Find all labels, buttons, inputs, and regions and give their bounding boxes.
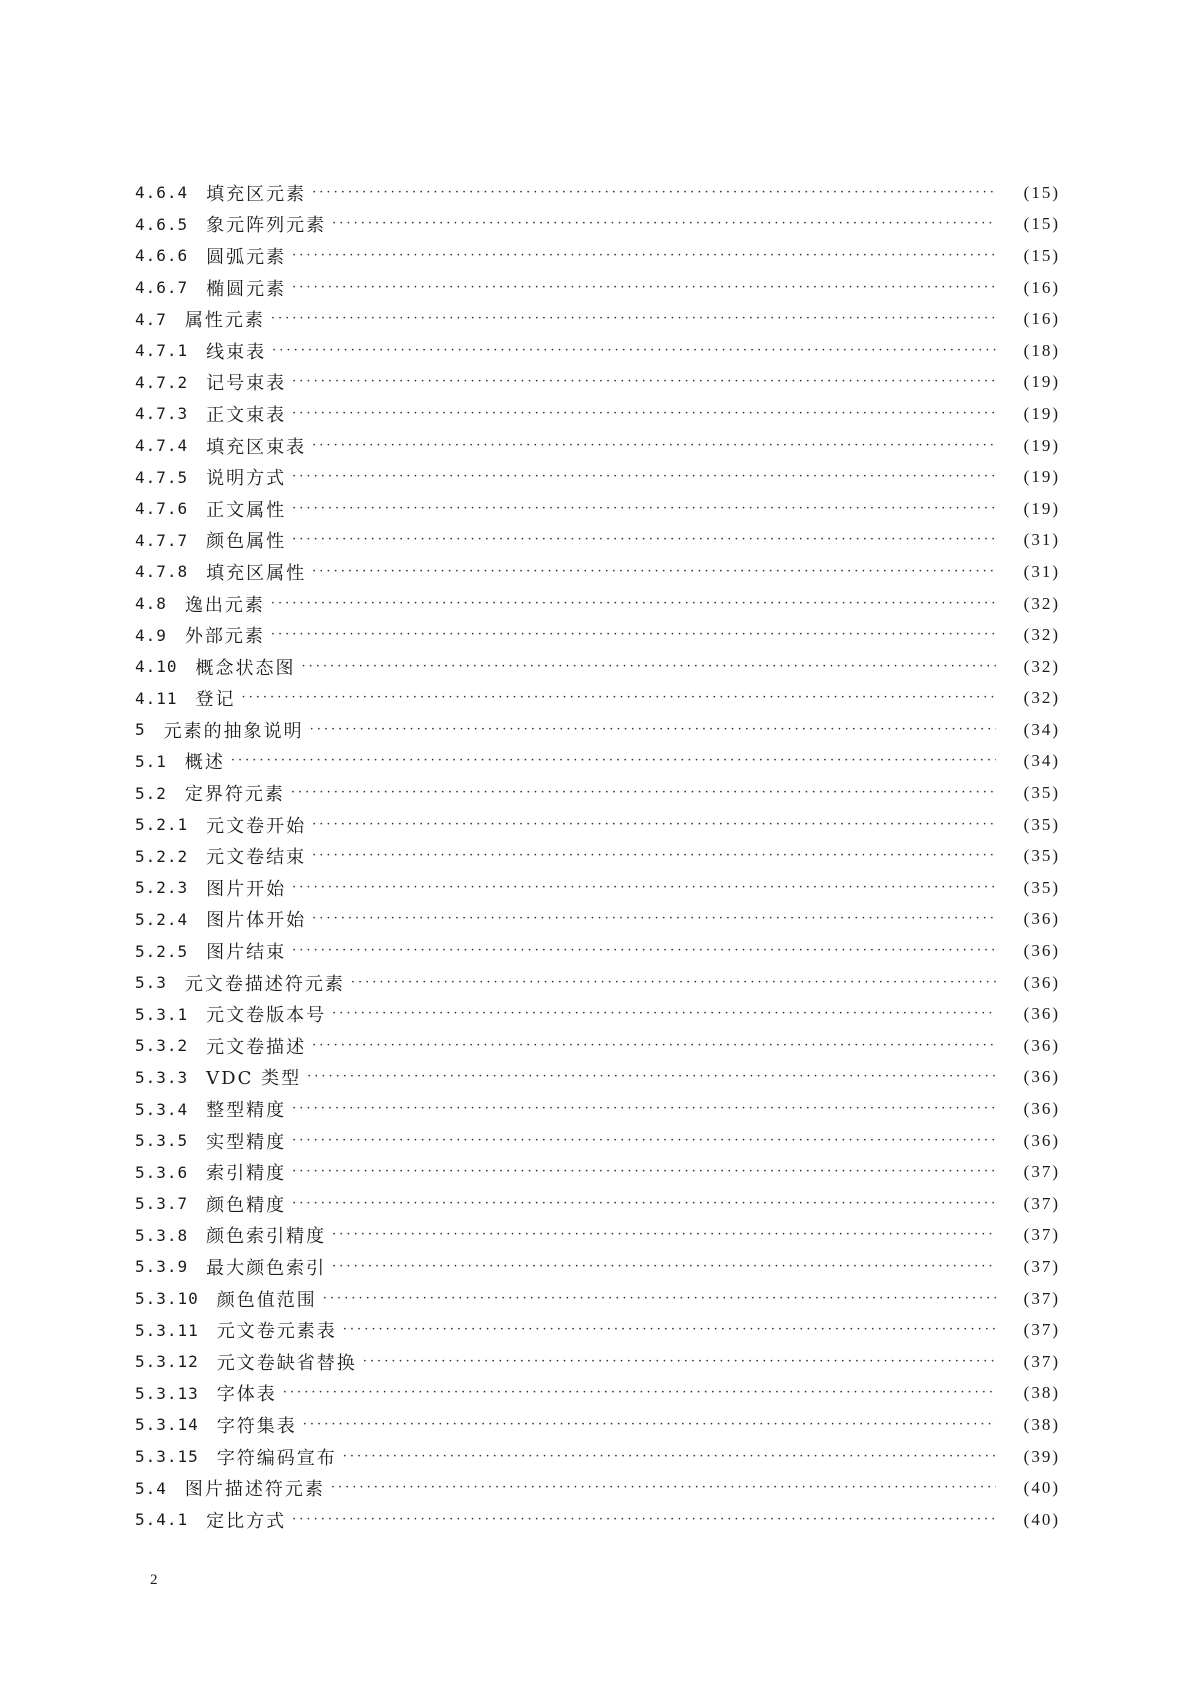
toc-entry-number: 5 <box>135 720 146 740</box>
toc-entry-page: (37) <box>1023 1288 1060 1308</box>
toc-entry-page: (35) <box>1023 846 1060 866</box>
toc-entry-number: 5.3.1 <box>135 1004 189 1024</box>
toc-entry-page: (40) <box>1023 1509 1060 1529</box>
toc-leader-dots <box>343 1447 996 1467</box>
toc-entry-page: (36) <box>1023 909 1060 929</box>
toc-entry <box>135 714 1060 746</box>
toc-entry-number: 5.3.9 <box>135 1257 189 1277</box>
toc-entry <box>135 367 1060 399</box>
toc-leader-dots <box>271 594 996 614</box>
toc-entry-page: (15) <box>1023 245 1060 265</box>
toc-leader-dots <box>332 1004 996 1024</box>
toc-entry-title: 元文卷开始 <box>206 815 307 837</box>
toc-entry-page: (34) <box>1023 719 1060 739</box>
toc-entry-number: 4.6.4 <box>135 183 189 203</box>
toc-leader-dots <box>312 815 996 835</box>
toc-entry-title: 颜色属性 <box>206 531 287 553</box>
toc-entry-number: 5.3.8 <box>135 1225 189 1245</box>
toc-entry-title: 整型精度 <box>206 1100 287 1122</box>
toc-entry <box>135 746 1060 778</box>
toc-leader-dots <box>332 214 996 234</box>
toc-leader-dots <box>332 1225 996 1245</box>
toc-entry-page: (37) <box>1023 1162 1060 1182</box>
toc-entry-number: 4.7.5 <box>135 467 189 487</box>
toc-entry-page: (37) <box>1023 1351 1060 1371</box>
toc-entry-page: (19) <box>1023 467 1060 487</box>
toc-leader-dots <box>312 183 996 203</box>
toc-entry-page: (31) <box>1023 530 1060 550</box>
toc-entry-page: (38) <box>1023 1414 1060 1434</box>
toc-entry-title: 象元阵列元素 <box>206 215 327 237</box>
toc-entry-number: 4.7.8 <box>135 562 189 582</box>
toc-leader-dots <box>292 499 996 519</box>
page-number: 2 <box>150 1572 158 1588</box>
toc-entry-number: 5.4.1 <box>135 1510 189 1530</box>
toc-entry-page: (16) <box>1023 277 1060 297</box>
table-of-contents <box>135 177 1060 1536</box>
toc-entry <box>135 1378 1060 1410</box>
toc-entry-title: 说明方式 <box>206 468 287 490</box>
toc-entry-page: (35) <box>1023 783 1060 803</box>
toc-leader-dots <box>310 720 996 740</box>
toc-leader-dots <box>292 530 996 550</box>
toc-entry-number: 4.6.7 <box>135 278 189 298</box>
toc-entry-page: (36) <box>1023 1004 1060 1024</box>
toc-entry-title: 最大颜色索引 <box>206 1257 327 1279</box>
toc-entry <box>135 1093 1060 1125</box>
toc-entry-number: 5.2 <box>135 783 167 803</box>
toc-entry-title: 实型精度 <box>206 1131 287 1153</box>
toc-entry-title: 正文属性 <box>206 499 287 521</box>
toc-entry-page: (37) <box>1023 1256 1060 1276</box>
toc-entry-title: 字体表 <box>216 1384 277 1406</box>
toc-entry <box>135 872 1060 904</box>
toc-entry <box>135 1346 1060 1378</box>
toc-entry-page: (32) <box>1023 656 1060 676</box>
toc-leader-dots <box>271 625 996 645</box>
toc-entry-page: (19) <box>1023 435 1060 455</box>
toc-entry-page: (34) <box>1023 751 1060 771</box>
toc-leader-dots <box>343 1320 996 1340</box>
toc-entry <box>135 556 1060 588</box>
toc-entry <box>135 1030 1060 1062</box>
toc-entry-number: 4.7.6 <box>135 499 189 519</box>
toc-leader-dots <box>292 246 996 266</box>
toc-leader-dots <box>312 562 996 582</box>
toc-entry-page: (16) <box>1023 309 1060 329</box>
toc-entry <box>135 651 1060 683</box>
toc-leader-dots <box>292 1099 996 1119</box>
toc-leader-dots <box>303 1415 996 1435</box>
toc-entry-number: 4.7.2 <box>135 372 189 392</box>
toc-entry-title: 填充区束表 <box>206 436 307 458</box>
toc-leader-dots <box>351 973 996 993</box>
toc-entry <box>135 1314 1060 1346</box>
toc-entry-number: 5.3.3 <box>135 1067 189 1087</box>
toc-leader-dots <box>292 1194 996 1214</box>
toc-entry-title: 元文卷描述 <box>206 1036 307 1058</box>
toc-leader-dots <box>271 309 996 329</box>
toc-entry-title: 颜色值范围 <box>216 1289 317 1311</box>
toc-entry <box>135 430 1060 462</box>
toc-leader-dots <box>231 751 996 771</box>
toc-entry-title: 填充区元素 <box>206 183 307 205</box>
toc-leader-dots <box>312 909 996 929</box>
toc-leader-dots <box>292 1162 996 1182</box>
toc-entry <box>135 619 1060 651</box>
toc-entry-number: 5.2.1 <box>135 815 189 835</box>
toc-entry-title: 图片描述符元素 <box>184 1479 325 1501</box>
toc-entry-number: 4.7.1 <box>135 341 189 361</box>
toc-entry-number: 5.3.4 <box>135 1099 189 1119</box>
toc-entry-page: (31) <box>1023 561 1060 581</box>
toc-entry-page: (19) <box>1023 498 1060 518</box>
toc-entry-title: 元文卷描述符元素 <box>184 973 345 995</box>
toc-entry-number: 5.2.3 <box>135 878 189 898</box>
toc-entry-page: (36) <box>1023 1099 1060 1119</box>
toc-entry-title: 登记 <box>195 689 236 711</box>
toc-entry-page: (32) <box>1023 625 1060 645</box>
toc-entry-number: 5.3.15 <box>135 1447 199 1467</box>
toc-entry <box>135 777 1060 809</box>
toc-entry <box>135 1188 1060 1220</box>
toc-leader-dots <box>312 846 996 866</box>
toc-entry-title: 逸出元素 <box>184 594 265 616</box>
toc-entry-number: 5.4 <box>135 1478 167 1498</box>
toc-entry-number: 4.7.7 <box>135 530 189 550</box>
toc-entry <box>135 1062 1060 1094</box>
toc-leader-dots <box>331 1478 996 1498</box>
toc-entry-page: (39) <box>1023 1446 1060 1466</box>
toc-leader-dots <box>292 372 996 392</box>
toc-leader-dots <box>302 657 996 677</box>
toc-entry-title: 索引精度 <box>206 1163 287 1185</box>
toc-leader-dots <box>363 1352 996 1372</box>
toc-entry <box>135 904 1060 936</box>
toc-entry-page: (19) <box>1023 403 1060 423</box>
toc-entry <box>135 967 1060 999</box>
toc-entry-page: (36) <box>1023 972 1060 992</box>
toc-entry <box>135 398 1060 430</box>
toc-leader-dots <box>323 1289 996 1309</box>
toc-entry-number: 4.8 <box>135 594 167 614</box>
toc-entry-title: 外部元素 <box>184 626 265 648</box>
toc-entry-page: (32) <box>1023 593 1060 613</box>
toc-entry-page: (37) <box>1023 1320 1060 1340</box>
toc-entry-page: (36) <box>1023 1130 1060 1150</box>
toc-entry-title: 定比方式 <box>206 1510 287 1532</box>
toc-entry-page: (15) <box>1023 214 1060 234</box>
toc-leader-dots <box>292 1131 996 1151</box>
toc-entry-title: 图片体开始 <box>206 910 307 932</box>
toc-entry-number: 4.7.4 <box>135 436 189 456</box>
toc-entry-number: 4.7 <box>135 309 167 329</box>
toc-leader-dots <box>272 341 996 361</box>
toc-entry <box>135 240 1060 272</box>
toc-entry <box>135 525 1060 557</box>
toc-entry-page: (19) <box>1023 372 1060 392</box>
toc-entry-number: 4.10 <box>135 657 178 677</box>
toc-entry-number: 5.3.12 <box>135 1352 199 1372</box>
toc-entry-title: 线束表 <box>206 341 267 363</box>
toc-entry-number: 4.6.5 <box>135 214 189 234</box>
toc-entry-title: 元文卷结束 <box>206 847 307 869</box>
toc-entry-title: 元素的抽象说明 <box>163 720 304 742</box>
toc-entry-page: (36) <box>1023 941 1060 961</box>
toc-entry-page: (37) <box>1023 1225 1060 1245</box>
toc-entry-number: 5.3.7 <box>135 1194 189 1214</box>
toc-entry-number: 4.11 <box>135 688 178 708</box>
toc-entry <box>135 303 1060 335</box>
toc-entry-title: 填充区属性 <box>206 562 307 584</box>
toc-entry-page: (37) <box>1023 1193 1060 1213</box>
toc-entry-title: VDC 类型 <box>206 1068 302 1090</box>
toc-entry <box>135 209 1060 241</box>
toc-leader-dots <box>292 404 996 424</box>
toc-entry-title: 定界符元素 <box>184 784 285 806</box>
toc-leader-dots <box>292 878 996 898</box>
toc-entry-number: 5.3 <box>135 973 167 993</box>
toc-entry <box>135 588 1060 620</box>
toc-entry-title: 正文束表 <box>206 404 287 426</box>
toc-leader-dots <box>307 1067 996 1087</box>
toc-leader-dots <box>312 436 996 456</box>
toc-entry <box>135 1441 1060 1473</box>
toc-entry <box>135 683 1060 715</box>
toc-entry <box>135 335 1060 367</box>
toc-entry-title: 颜色索引精度 <box>206 1226 327 1248</box>
toc-entry-page: (40) <box>1023 1478 1060 1498</box>
toc-entry-number: 5.3.11 <box>135 1320 199 1340</box>
toc-leader-dots <box>283 1383 996 1403</box>
toc-entry-title: 元文卷元素表 <box>216 1321 337 1343</box>
toc-entry <box>135 840 1060 872</box>
toc-entry-number: 4.9 <box>135 625 167 645</box>
toc-entry <box>135 1472 1060 1504</box>
toc-entry-page: (18) <box>1023 340 1060 360</box>
toc-leader-dots <box>291 783 996 803</box>
toc-entry-title: 元文卷版本号 <box>206 1005 327 1027</box>
toc-entry-title: 概念状态图 <box>195 657 296 679</box>
toc-entry-number: 4.7.3 <box>135 404 189 424</box>
toc-entry <box>135 809 1060 841</box>
toc-entry-page: (35) <box>1023 814 1060 834</box>
toc-entry-title: 椭圆元素 <box>206 278 287 300</box>
toc-leader-dots <box>242 688 996 708</box>
toc-entry-number: 5.3.13 <box>135 1383 199 1403</box>
toc-entry-number: 5.2.4 <box>135 909 189 929</box>
toc-entry <box>135 1220 1060 1252</box>
toc-entry-title: 概述 <box>184 752 225 774</box>
toc-entry-page: (15) <box>1023 182 1060 202</box>
toc-entry <box>135 998 1060 1030</box>
toc-entry-title: 元文卷缺省替换 <box>216 1352 357 1374</box>
toc-entry-number: 5.3.5 <box>135 1131 189 1151</box>
toc-entry <box>135 1504 1060 1536</box>
toc-entry-page: (35) <box>1023 877 1060 897</box>
toc-entry <box>135 461 1060 493</box>
toc-entry-number: 5.3.10 <box>135 1289 199 1309</box>
toc-leader-dots <box>292 941 996 961</box>
toc-leader-dots <box>292 278 996 298</box>
toc-leader-dots <box>292 467 996 487</box>
toc-entry-number: 5.2.5 <box>135 941 189 961</box>
toc-leader-dots <box>312 1036 996 1056</box>
toc-entry <box>135 1251 1060 1283</box>
toc-entry-page: (38) <box>1023 1383 1060 1403</box>
toc-entry <box>135 272 1060 304</box>
toc-entry-title: 字符集表 <box>216 1415 297 1437</box>
toc-entry-title: 颜色精度 <box>206 1194 287 1216</box>
toc-entry-number: 5.2.2 <box>135 846 189 866</box>
toc-entry <box>135 1409 1060 1441</box>
toc-entry <box>135 935 1060 967</box>
toc-entry <box>135 1283 1060 1315</box>
toc-leader-dots <box>292 1510 996 1530</box>
toc-entry <box>135 1156 1060 1188</box>
toc-entry-page: (36) <box>1023 1067 1060 1087</box>
toc-entry-number: 5.3.14 <box>135 1415 199 1435</box>
toc-entry-title: 图片结束 <box>206 942 287 964</box>
toc-entry-number: 4.6.6 <box>135 246 189 266</box>
toc-leader-dots <box>332 1257 996 1277</box>
toc-entry-number: 5.3.6 <box>135 1162 189 1182</box>
toc-entry-number: 5.1 <box>135 751 167 771</box>
toc-entry-page: (36) <box>1023 1035 1060 1055</box>
toc-entry-title: 圆弧元素 <box>206 246 287 268</box>
toc-entry-title: 字符编码宣布 <box>216 1447 337 1469</box>
toc-entry <box>135 1125 1060 1157</box>
toc-entry-title: 图片开始 <box>206 878 287 900</box>
toc-entry-number: 5.3.2 <box>135 1036 189 1056</box>
toc-entry-title: 记号束表 <box>206 373 287 395</box>
toc-entry-title: 属性元素 <box>184 310 265 332</box>
toc-entry-page: (32) <box>1023 688 1060 708</box>
toc-entry <box>135 493 1060 525</box>
toc-entry <box>135 177 1060 209</box>
